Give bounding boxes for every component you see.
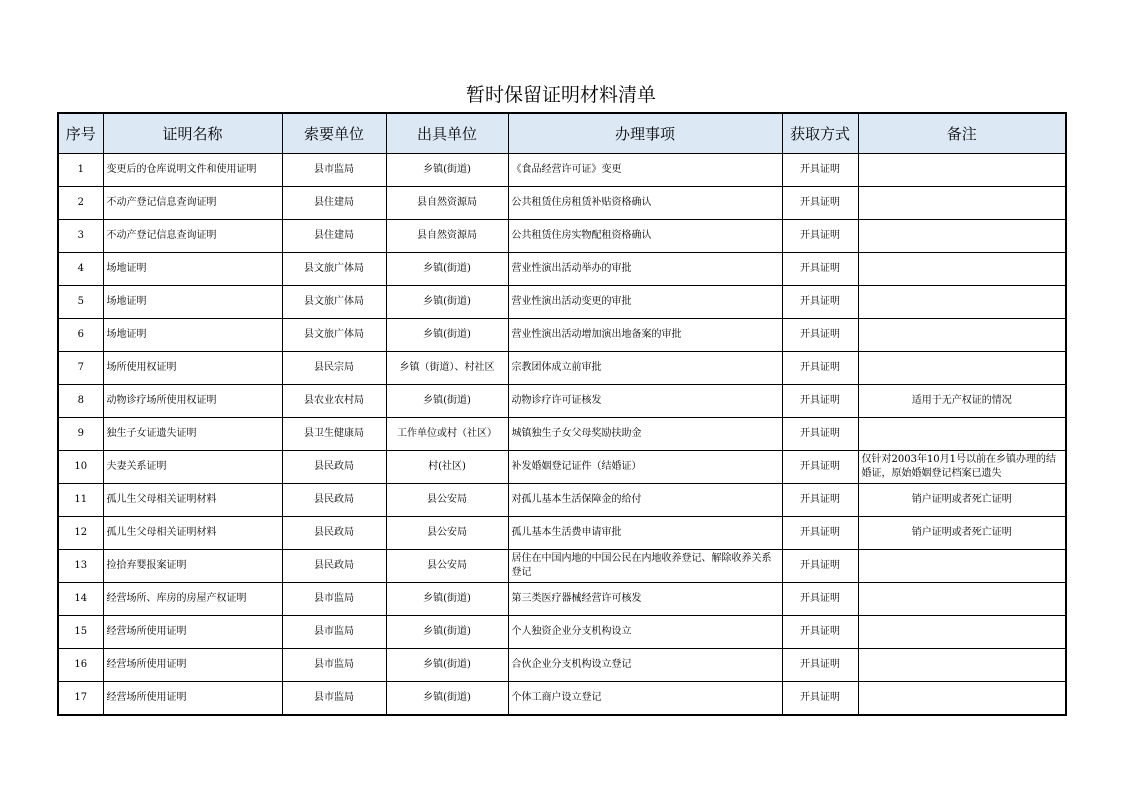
certificate-table — [57, 112, 1067, 716]
cell-matter: 宗教团体成立前审批 — [508, 352, 782, 385]
cell-name: 变更后的仓库说明文件和使用证明 — [103, 154, 282, 187]
cell-remark — [858, 682, 1066, 716]
cell-matter: 对孤儿基本生活保障金的给付 — [508, 484, 782, 517]
cell-remark — [858, 352, 1066, 385]
cell-method: 开具证明 — [782, 484, 858, 517]
cell-issuer: 乡镇(街道) — [386, 253, 508, 286]
table-row — [58, 583, 1066, 616]
cell-name: 场地证明 — [103, 319, 282, 352]
cell-matter: 动物诊疗许可证核发 — [508, 385, 782, 418]
cell-issuer: 村(社区) — [386, 451, 508, 484]
table-row — [58, 286, 1066, 319]
cell-name: 动物诊疗场所使用权证明 — [103, 385, 282, 418]
cell-requester: 县住建局 — [282, 220, 386, 253]
cell-requester: 县卫生健康局 — [282, 418, 386, 451]
cell-no: 16 — [58, 649, 103, 682]
cell-requester: 县市监局 — [282, 154, 386, 187]
cell-matter: 营业性演出活动增加演出地备案的审批 — [508, 319, 782, 352]
cell-matter: 个人独资企业分支机构设立 — [508, 616, 782, 649]
cell-remark — [858, 649, 1066, 682]
cell-issuer: 乡镇(街道) — [386, 682, 508, 716]
cell-matter: 个体工商户设立登记 — [508, 682, 782, 716]
cell-requester: 县农业农村局 — [282, 385, 386, 418]
cell-method: 开具证明 — [782, 616, 858, 649]
table-row — [58, 550, 1066, 583]
table-row — [58, 220, 1066, 253]
table-row — [58, 253, 1066, 286]
cell-name: 不动产登记信息查询证明 — [103, 187, 282, 220]
cell-remark — [858, 220, 1066, 253]
cell-name: 夫妻关系证明 — [103, 451, 282, 484]
table-row — [58, 484, 1066, 517]
table-row — [58, 385, 1066, 418]
cell-issuer: 乡镇(街道) — [386, 583, 508, 616]
cell-remark: 销户证明或者死亡证明 — [858, 484, 1066, 517]
cell-name: 经营场所使用证明 — [103, 616, 282, 649]
table-row — [58, 319, 1066, 352]
cell-method: 开具证明 — [782, 550, 858, 583]
cell-method: 开具证明 — [782, 451, 858, 484]
cell-no: 6 — [58, 319, 103, 352]
cell-no: 5 — [58, 286, 103, 319]
cell-remark — [858, 253, 1066, 286]
cell-no: 4 — [58, 253, 103, 286]
column-header-method: 获取方式 — [782, 113, 858, 154]
cell-remark — [858, 286, 1066, 319]
cell-name: 经营场所使用证明 — [103, 682, 282, 716]
cell-method: 开具证明 — [782, 682, 858, 716]
cell-requester: 县住建局 — [282, 187, 386, 220]
cell-issuer: 乡镇(街道) — [386, 286, 508, 319]
cell-no: 1 — [58, 154, 103, 187]
page-title: 暂时保留证明材料清单 — [465, 84, 656, 106]
cell-no: 7 — [58, 352, 103, 385]
cell-method: 开具证明 — [782, 220, 858, 253]
cell-name: 孤儿生父母相关证明材料 — [103, 484, 282, 517]
cell-requester: 县市监局 — [282, 616, 386, 649]
cell-method: 开具证明 — [782, 385, 858, 418]
cell-remark — [858, 583, 1066, 616]
cell-method: 开具证明 — [782, 418, 858, 451]
cell-method: 开具证明 — [782, 253, 858, 286]
table-row — [58, 352, 1066, 385]
column-header-requester: 索要单位 — [282, 113, 386, 154]
cell-remark: 销户证明或者死亡证明 — [858, 517, 1066, 550]
cell-name: 独生子女证遗失证明 — [103, 418, 282, 451]
table-header-row — [58, 113, 1066, 154]
cell-name: 场地证明 — [103, 253, 282, 286]
cell-matter: 《食品经营许可证》变更 — [508, 154, 782, 187]
table-row — [58, 154, 1066, 187]
cell-name: 经营场所使用证明 — [103, 649, 282, 682]
cell-name: 捡拾弃婴报案证明 — [103, 550, 282, 583]
cell-issuer: 乡镇(街道) — [386, 616, 508, 649]
cell-issuer: 乡镇(街道) — [386, 319, 508, 352]
cell-no: 10 — [58, 451, 103, 484]
cell-no: 12 — [58, 517, 103, 550]
cell-issuer: 乡镇（街道）、村社区 — [386, 352, 508, 385]
cell-method: 开具证明 — [782, 649, 858, 682]
table-row — [58, 517, 1066, 550]
cell-matter: 营业性演出活动举办的审批 — [508, 253, 782, 286]
column-header-matter: 办理事项 — [508, 113, 782, 154]
column-header-issuer: 出具单位 — [386, 113, 508, 154]
column-header-name: 证明名称 — [103, 113, 282, 154]
cell-requester: 县民政局 — [282, 451, 386, 484]
cell-matter: 城镇独生子女父母奖励扶助金 — [508, 418, 782, 451]
cell-issuer: 乡镇(街道) — [386, 649, 508, 682]
cell-issuer: 县公安局 — [386, 484, 508, 517]
cell-method: 开具证明 — [782, 187, 858, 220]
cell-method: 开具证明 — [782, 286, 858, 319]
table-row — [58, 187, 1066, 220]
cell-requester: 县民政局 — [282, 550, 386, 583]
cell-matter: 营业性演出活动变更的审批 — [508, 286, 782, 319]
cell-name: 孤儿生父母相关证明材料 — [103, 517, 282, 550]
cell-method: 开具证明 — [782, 583, 858, 616]
cell-method: 开具证明 — [782, 154, 858, 187]
cell-requester: 县文旅广体局 — [282, 286, 386, 319]
column-header-remark: 备注 — [858, 113, 1066, 154]
table-row — [58, 682, 1066, 716]
column-header-no: 序号 — [58, 113, 103, 154]
cell-no: 14 — [58, 583, 103, 616]
cell-remark: 仅针对2003年10月1号以前在乡镇办理的结婚证，原始婚姻登记档案已遗失 — [858, 451, 1066, 484]
cell-method: 开具证明 — [782, 319, 858, 352]
cell-requester: 县文旅广体局 — [282, 319, 386, 352]
cell-issuer: 县自然资源局 — [386, 220, 508, 253]
cell-issuer: 工作单位或村（社区） — [386, 418, 508, 451]
cell-issuer: 乡镇(街道) — [386, 385, 508, 418]
cell-matter: 第三类医疗器械经营许可核发 — [508, 583, 782, 616]
cell-no: 15 — [58, 616, 103, 649]
cell-name: 不动产登记信息查询证明 — [103, 220, 282, 253]
table-row — [58, 649, 1066, 682]
cell-matter: 公共租赁住房实物配租资格确认 — [508, 220, 782, 253]
cell-requester: 县民政局 — [282, 484, 386, 517]
cell-no: 17 — [58, 682, 103, 716]
table-row — [58, 451, 1066, 484]
cell-matter: 居住在中国内地的中国公民在内地收养登记、解除收养关系登记 — [508, 550, 782, 583]
cell-requester: 县市监局 — [282, 682, 386, 716]
cell-name: 场所使用权证明 — [103, 352, 282, 385]
cell-remark — [858, 550, 1066, 583]
cell-method: 开具证明 — [782, 352, 858, 385]
cell-name: 经营场所、库房的房屋产权证明 — [103, 583, 282, 616]
cell-no: 11 — [58, 484, 103, 517]
cell-matter: 合伙企业分支机构设立登记 — [508, 649, 782, 682]
cell-requester: 县文旅广体局 — [282, 253, 386, 286]
cell-requester: 县市监局 — [282, 649, 386, 682]
cell-no: 13 — [58, 550, 103, 583]
cell-no: 2 — [58, 187, 103, 220]
cell-remark — [858, 319, 1066, 352]
cell-name: 场地证明 — [103, 286, 282, 319]
cell-requester: 县民宗局 — [282, 352, 386, 385]
table-row — [58, 616, 1066, 649]
table-row — [58, 418, 1066, 451]
cell-no: 8 — [58, 385, 103, 418]
cell-no: 9 — [58, 418, 103, 451]
cell-requester: 县民政局 — [282, 517, 386, 550]
cell-matter: 公共租赁住房租赁补贴资格确认 — [508, 187, 782, 220]
cell-issuer: 县公安局 — [386, 517, 508, 550]
cell-remark — [858, 187, 1066, 220]
cell-matter: 补发婚姻登记证件（结婚证） — [508, 451, 782, 484]
cell-method: 开具证明 — [782, 517, 858, 550]
cell-issuer: 县公安局 — [386, 550, 508, 583]
cell-issuer: 乡镇(街道) — [386, 154, 508, 187]
cell-remark — [858, 616, 1066, 649]
cell-no: 3 — [58, 220, 103, 253]
cell-remark — [858, 154, 1066, 187]
cell-issuer: 县自然资源局 — [386, 187, 508, 220]
table-body — [58, 154, 1066, 716]
cell-matter: 孤儿基本生活费申请审批 — [508, 517, 782, 550]
cell-remark: 适用于无产权证的情况 — [858, 385, 1066, 418]
cell-requester: 县市监局 — [282, 583, 386, 616]
cell-remark — [858, 418, 1066, 451]
